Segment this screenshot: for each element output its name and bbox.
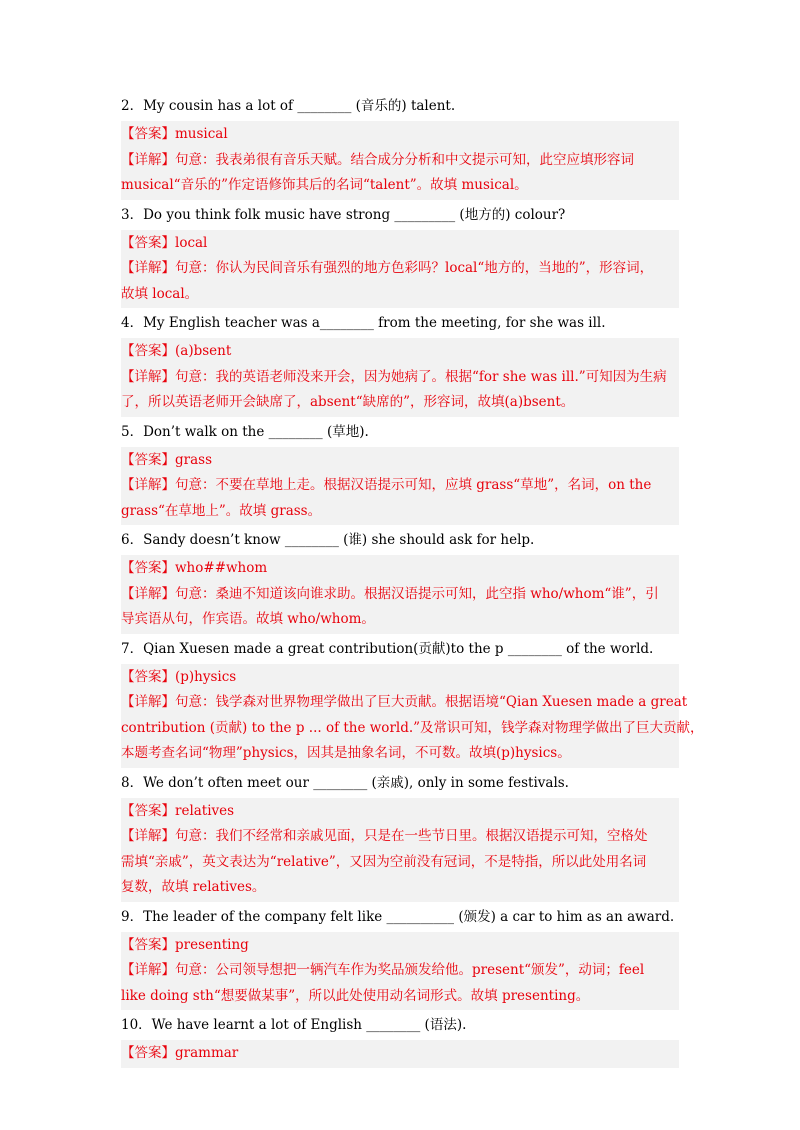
question-text: 4．My English teacher was a________ from the meeting, for she was ill.	[121, 315, 606, 331]
answer-block	[121, 932, 679, 1011]
answer-block	[121, 230, 679, 309]
detail-line: 【详解】句意：桑迪不知道该向谁求助。根据汉语提示可知，此空指 who/whom“谁”，引	[121, 585, 659, 602]
detail-line: 导宾语从句，作宾语。故填 who/whom。	[121, 611, 375, 627]
detail-line: 复数，故填 relatives。	[121, 879, 266, 895]
exercise-item	[121, 96, 679, 200]
question-text: 6．Sandy doesn’t know ________ (谁) she should ask for help.	[121, 532, 535, 548]
question-text: 5．Don’t walk on the ________ (草地).	[121, 423, 369, 440]
exercise-item	[121, 773, 679, 902]
answer-line: 【答案】local	[121, 234, 208, 251]
exercise-item	[121, 422, 679, 526]
exercise-item	[121, 1015, 679, 1068]
detail-line: like doing sth“想要做某事”，所以此处使用动名词形式。故填 presenting。	[121, 987, 590, 1004]
answer-block	[121, 555, 679, 634]
detail-line: 【详解】句意：公司领导想把一辆汽车作为奖品颁发给他。present“颁发”，动词；feel	[121, 962, 645, 978]
detail-line: 【详解】句意：不要在草地上走。根据汉语提示可知，应填 grass“草地”，名词，on the	[121, 477, 652, 493]
answer-line: 【答案】presenting	[121, 936, 249, 953]
exercise-item	[121, 639, 704, 768]
answer-line: 【答案】(a)bsent	[121, 343, 232, 359]
question-text: 10．We have learnt a lot of English ________ (语法).	[121, 1017, 467, 1033]
detail-line: 故填 local。	[121, 285, 199, 302]
exercise-item	[121, 907, 679, 1011]
answer-block	[121, 664, 704, 768]
exercise-item	[121, 313, 679, 417]
answer-line: 【答案】grammar	[121, 1045, 239, 1061]
answer-block	[121, 1040, 679, 1068]
detail-line: grass“在草地上”。故填 grass。	[121, 502, 322, 519]
detail-line: contribution (贡献) to the p ... of the world.”及常识可知，钱学森对物理学做出了巨大贡献，	[121, 719, 704, 736]
detail-line: 【详解】句意：钱学森对世界物理学做出了巨大贡献。根据语境“Qian Xuesen made a great	[121, 694, 688, 710]
exercise-list	[121, 96, 704, 1073]
question-text: 9．The leader of the company felt like __________ (颁发) a car to him as an award.	[121, 908, 675, 925]
exercise-item	[121, 530, 679, 634]
answer-line: 【答案】musical	[121, 126, 228, 142]
detail-line: 本题考查名词“物理”physics，因其是抽象名词，不可数。故填(p)hysics。	[121, 745, 571, 761]
question-text: 3．Do you think folk music have strong _________ (地方的) colour?	[121, 206, 566, 223]
detail-line: 【详解】句意：我们不经常和亲戚见面，只是在一些节日里。根据汉语提示可知，空格处	[121, 828, 648, 844]
answer-line: 【答案】(p)hysics	[121, 668, 237, 685]
answer-line: 【答案】relatives	[121, 802, 235, 819]
answer-line: 【答案】grass	[121, 451, 212, 468]
answer-block	[121, 338, 679, 417]
answer-block	[121, 447, 679, 526]
detail-line: 需填“亲戚”，英文表达为“relative”，又因为空前没有冠词，不是特指，所以此处用名词	[121, 853, 647, 870]
detail-line: 了，所以英语老师开会缺席了，absent“缺席的”，形容词，故填(a)bsent。	[121, 394, 575, 410]
detail-line: musical“音乐的”作定语修饰其后的名词“talent”。故填 musical。	[121, 177, 528, 193]
answer-line: 【答案】who##whom	[121, 560, 268, 576]
detail-line: 【详解】句意：我表弟很有音乐天赋。结合成分分析和中文提示可知，此空应填形容词	[121, 151, 634, 168]
question-text: 8．We don’t often meet our ________ (亲戚), only in some festivals.	[121, 774, 569, 791]
detail-line: 【详解】句意：我的英语老师没来开会，因为她病了。根据“for she was ill.”可知因为生病	[121, 368, 667, 385]
answer-block	[121, 798, 679, 902]
question-text: 2．My cousin has a lot of ________ (音乐的) talent.	[121, 98, 456, 114]
question-text: 7．Qian Xuesen made a great contribution(贡献)to the p ________ of the world.	[121, 640, 654, 657]
detail-line: 【详解】句意：你认为民间音乐有强烈的地方色彩吗？local“地方的，当地的”，形容词，	[121, 260, 654, 276]
answer-block	[121, 121, 679, 200]
exercise-item	[121, 205, 679, 309]
